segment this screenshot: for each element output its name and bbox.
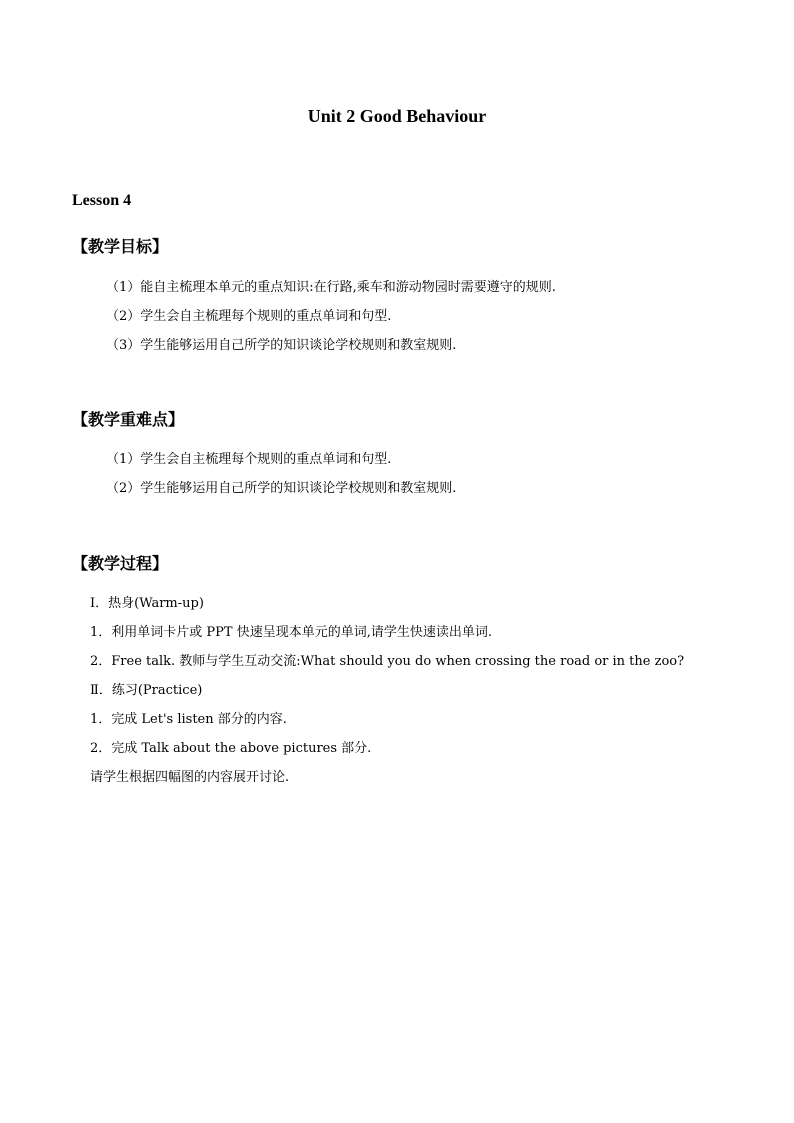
key-point-item: （2）学生能够运用自己所学的知识谈论学校规则和教室规则. xyxy=(106,481,457,496)
process-heading: 【教学过程】 xyxy=(72,554,169,573)
key-points-heading: 【教学重难点】 xyxy=(72,410,185,429)
objective-item: （3）学生能够运用自己所学的知识谈论学校规则和教室规则. xyxy=(106,338,457,353)
objective-item: （2）学生会自主梳理每个规则的重点单词和句型. xyxy=(106,309,392,324)
process-item: 请学生根据四幅图的内容展开讨论. xyxy=(90,770,290,785)
objectives-heading: 【教学目标】 xyxy=(72,237,169,256)
process-section-title: Ⅱ．练习(Practice) xyxy=(90,683,203,698)
document-title: Unit 2 Good Behaviour xyxy=(307,106,487,126)
process-section-title: Ⅰ．热身(Warm-up) xyxy=(90,596,204,611)
process-item: 1．完成 Let's listen 部分的内容. xyxy=(90,712,287,727)
process-item: 1．利用单词卡片或 PPT 快速呈现本单元的单词,请学生快速读出单词. xyxy=(90,625,492,640)
objective-item: （1）能自主梳理本单元的重点知识:在行路,乘车和游动物园时需要遵守的规则. xyxy=(106,280,556,295)
process-item: 2．完成 Talk about the above pictures 部分. xyxy=(90,741,372,756)
lesson-label: Lesson 4 xyxy=(72,192,132,209)
key-point-item: （1）学生会自主梳理每个规则的重点单词和句型. xyxy=(106,452,392,467)
process-item: 2．Free talk. 教师与学生互动交流:What should you do when crossing the road or in the zoo? xyxy=(90,654,685,669)
